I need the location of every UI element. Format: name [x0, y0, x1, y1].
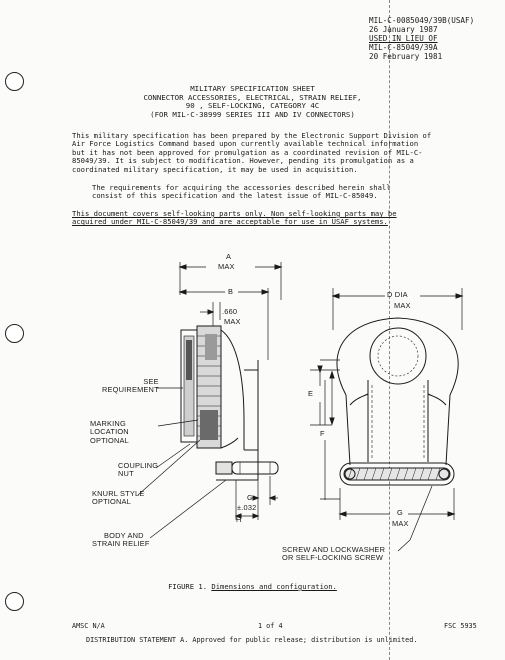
dim-a-max-label: MAX [218, 262, 235, 271]
footer-fsc: FSC 5935 [444, 622, 477, 630]
knurl-label-line: KNURL STYLE [92, 489, 145, 498]
caption-prefix: FIGURE 1. [168, 582, 208, 591]
dim-032-label: ±.032 [237, 503, 257, 512]
knurl-style-label [92, 490, 144, 507]
screw-label-line: SCREW AND LOCKWASHER [282, 545, 386, 554]
dim-660-max-label: MAX [224, 317, 241, 326]
dim-g-label: G [397, 508, 403, 517]
dim-h-label: H [236, 515, 242, 524]
dim-e-label: E [308, 389, 314, 398]
screw-lockwasher-label [282, 546, 385, 563]
used-in-lieu: USED IN LIEU OF [369, 34, 438, 43]
p1-line: This military specification has been prepared by the Electronic Support Division of [72, 131, 432, 140]
marking-label-line: LOCATION [90, 427, 129, 437]
title-line-1: MILITARY SPECIFICATION SHEET [190, 84, 315, 93]
dim-f-label: F [320, 429, 325, 438]
p3-line: acquired under MIL-C-85049/39 and are acceptable for use in USAF systems. [72, 217, 388, 227]
see-label-line: SEE [143, 377, 159, 386]
screw-label-line: OR SELF-LOCKING SCREW [282, 553, 384, 563]
distribution-statement: DISTRIBUTION STATEMENT A. Approved for public release; distribution is unlimited. [86, 636, 418, 644]
superseded-spec: MIL-C-85049/39A [369, 43, 438, 52]
spec-date: 26 January 1987 [369, 25, 438, 34]
dim-d-label: D DIA [387, 290, 408, 299]
p2-line: The requirements for acquiring the accessories described herein shall [92, 183, 391, 192]
superseded-date: 20 February 1981 [369, 52, 443, 61]
dim-d-max-label: MAX [394, 301, 411, 310]
body-label-line: BODY AND [104, 531, 144, 540]
dim-a-label: A [226, 252, 232, 261]
title-line-4: (FOR MIL-C-38999 SERIES III AND IV CONNECTORS) [150, 109, 355, 119]
dim-b-label: B [228, 287, 234, 296]
body-strain-relief-label [92, 532, 150, 549]
p2-line: consist of this specification and the latest issue of MIL-C-85049. [92, 191, 378, 201]
see-label-line: REQUIREMENT [102, 385, 159, 395]
coupling-nut-label [118, 462, 158, 479]
p1-line: but it has not been approved for promulgation as a coordinated revision of MIL-C- [72, 147, 423, 157]
p3-line: This document covers self-looking parts only. Non self-looking parts may be [72, 209, 397, 218]
marking-label-line: MARKING [90, 419, 126, 428]
coupling-label-line: NUT [118, 469, 134, 479]
spec-number: MIL-C-0085049/39B(USAF) [369, 16, 475, 25]
marking-label-line: OPTIONAL [90, 435, 129, 445]
dim-c-label: C [247, 493, 253, 502]
body-label-line: STRAIN RELIEF [92, 539, 150, 549]
marking-location-label [90, 420, 129, 445]
dim-660-label: .660 [222, 307, 238, 316]
p1-line: coordinated military specification, it may be used in acquisition. [72, 164, 358, 174]
knurl-label-line: OPTIONAL [92, 497, 131, 507]
title-line-2: CONNECTOR ACCESSORIES, ELECTRICAL, STRAIN RELIEF, [143, 92, 362, 102]
coupling-label-line: COUPLING [118, 461, 159, 470]
footer-page: 1 of 4 [258, 622, 283, 630]
dim-g-max-label: MAX [392, 519, 409, 528]
p1-line: 85049/39. It is subject to modification. However, pending its promulgation as a [72, 156, 414, 166]
p1-line: Air Force Logistics Command based upon currently available technical information [72, 139, 419, 149]
figure-caption [0, 582, 505, 591]
footer-amsc: AMSC N/A [72, 622, 105, 630]
see-requirement-label [102, 377, 159, 395]
caption-text: Dimensions and configuration. [211, 582, 337, 591]
title-line-3: 90 , SELF-LOCKING, CATEGORY 4C [185, 101, 320, 111]
